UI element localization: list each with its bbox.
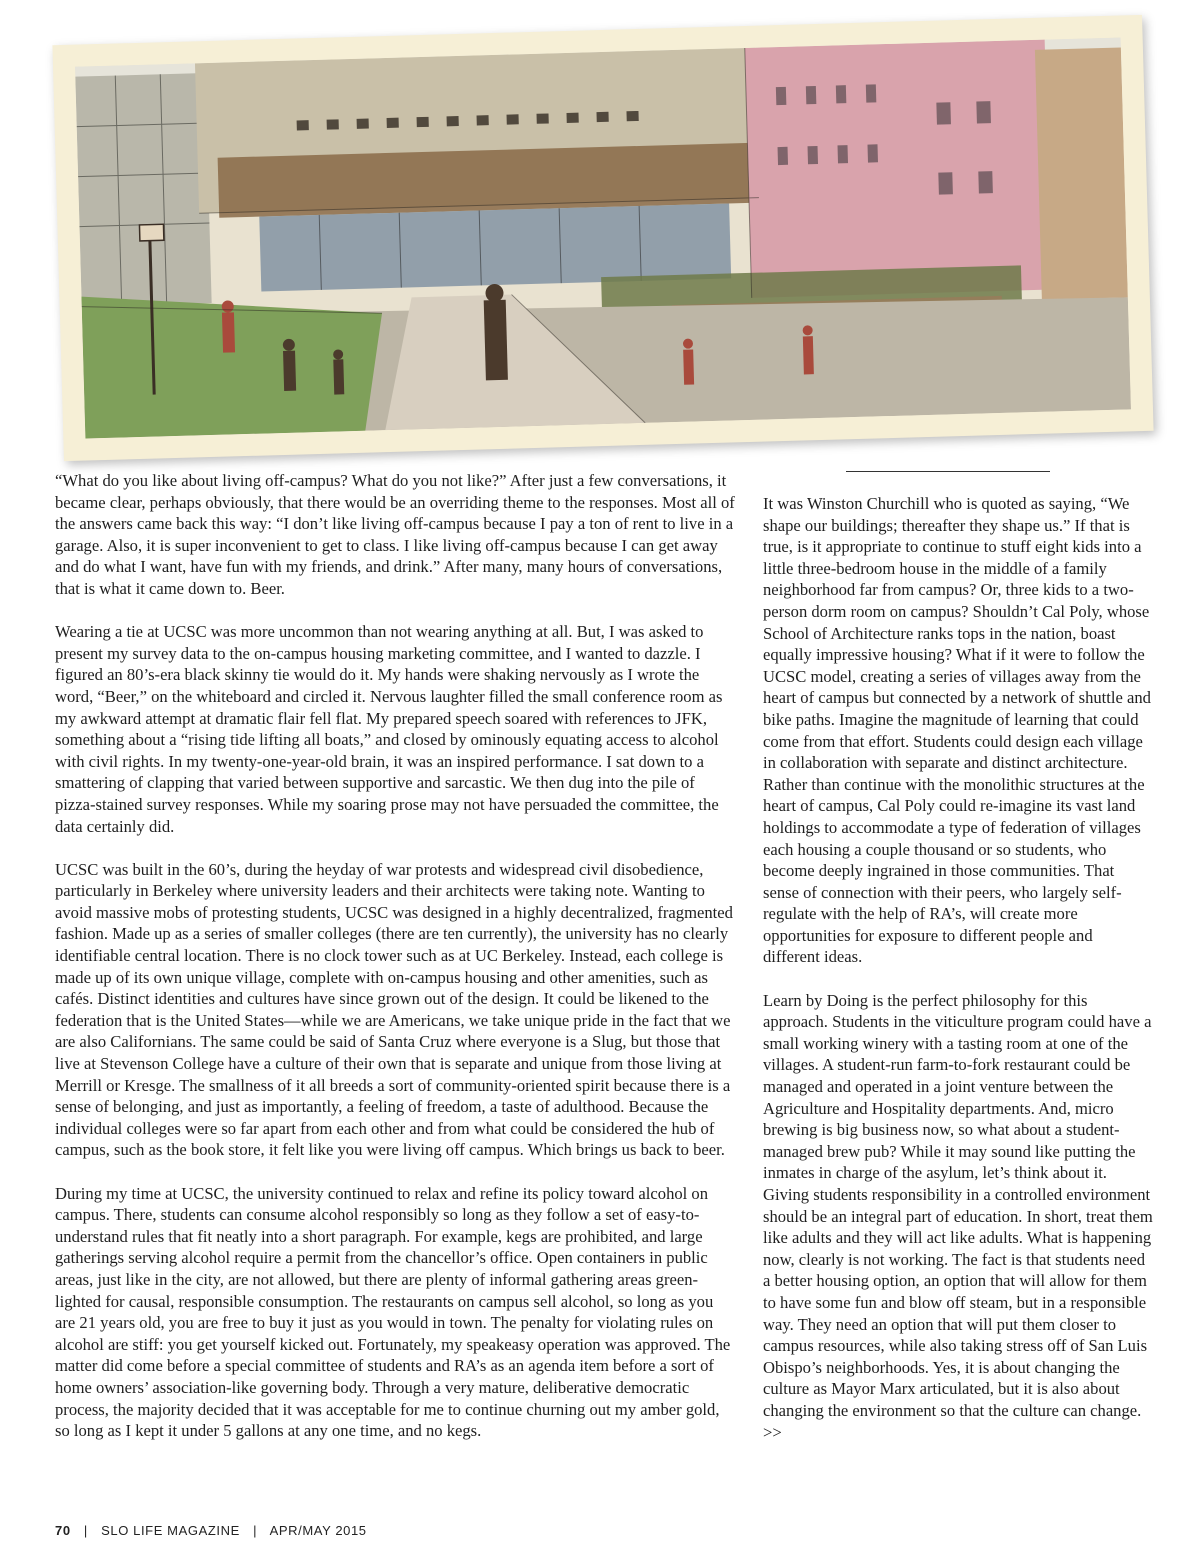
page-footer [55, 1523, 367, 1538]
issue-date: APR/MAY 2015 [269, 1523, 367, 1538]
paragraph: Wearing a tie at UCSC was more uncommon than not wearing anything at all. But, I was asked to present my survey data to the on-campus housing marketing committee, and I wanted to dazzle. I figured an 80’s-era black skinny tie would do it. My hands were shaking nervously as I wrote the word, “Beer,” on the whiteboard and circled it. Nervous laughter filled the small conference room as my awkward attempt at dramatic flair fell flat. My prepared speech soared with references to JFK, something about a “rising tide lifting all boats,” and closed by ominously equating access to alcohol with civil rights. In my twenty-one-year-old brain, it was an inspired performance. I sat down to a smattering of clapping that varied between supportive and sarcastic. We then dug into the pile of pizza-stained survey responses. While my soaring prose may not have persuaded the committee, the data certainly did. [55, 622, 723, 836]
paragraph: “What do you like about living off-campus? What do you not like?” After just a few conversations, it became clear, perhaps obviously, that there would be an overriding theme to the responses. Most all of the answers came back this way: “I don’t like living off-campus because I pay a ton of rent to live in a garage. Also, it is super inconvenient to get to class. I like living off-campus because I can get away and do what I want, have fun with my friends, and drink.” After many, many hours of conversations, that is what it came down to. Beer. [55, 471, 735, 598]
campus-watercolor-illustration [75, 37, 1131, 438]
paragraph: Learn by Doing is the perfect philosophy for this approach. Students in the viticulture program could have a small working winery with a tasting room at one of the villages. A student-run farm-to-fork restaurant could be managed and operated in a joint venture between the Agriculture and Hospitality departments. And, micro brewing is big business now, so what about a student-managed brew pub? While it may sound like putting the inmates in charge of the asylum, let’s think about it. Giving students responsibility in a controlled environment should be an integral part of education. In short, treat them like adults and they will act like adults. What is happening now, clearly is not working. The fact is that students need a better housing option, an option that will allow for them to have some fun and blow off steam, but in a responsible way. They need an option that will put them closer to campus resources, while also taking stress off of San Luis Obispo’s neighborhoods. Yes, it is about changing the culture as Mayor Marx articulated, but it is also about changing the environment so that the culture can change. >> [763, 990, 1153, 1442]
page-number: 70 [55, 1523, 71, 1538]
publication-name: SLO LIFE MAGAZINE [101, 1523, 240, 1538]
paragraph: UCSC was built in the 60’s, during the heyday of war protests and widespread civil disobedience, particularly in Berkeley where university leaders and their architects were taking note. Wanting to avoid massive mobs of protesting students, UCSC was designed in a highly decentralized, fragmented fashion. Made up as a series of smaller colleges (there are ten currently), the university has no clearly identifiable central location. There is no clock tower such as at UC Berkeley. Instead, each college is made up of its own unique village, complete with on-campus housing and other amenities, such as cafés. Distinct identities and cultures have since grown out of the design. It could be likened to the federation that is the United States—while we are Americans, we take unique pride in the fact that we are also Californians. The same could be said of Santa Cruz where everyone is a Slug, but those that live at Stevenson College have a culture of their own that is separate and unique from those living at Merrill or Kresge. The smallness of it all breeds a sort of community-oriented spirit because there is a sense of belonging, and just as importantly, a feeling of freedom, a taste of adulthood. Because the individual colleges were so far apart from each other and from what could be considered the hub of campus, such as the book store, it felt like you were living off campus. Which brings us back to beer. [55, 859, 733, 1160]
right-column [763, 493, 1153, 1465]
paragraph: It was Winston Churchill who is quoted as saying, “We shape our buildings; thereafter they shape us.” If that is true, is it appropriate to continue to stuff eight kids into a little three-bedroom house in the middle of a family neighborhood far from campus? Or, three kids to a two-person dorm room on campus? Shouldn’t Cal Poly, whose School of Architecture ranks tops in the nation, boast equally impressive housing? What if it were to follow the UCSC model, creating a series of villages away from the heart of campus but connected by a network of shuttle and bike paths. Imagine the magnitude of learning that could come from that effort. Students could design each village in collaboration with separate and distinct architecture. Rather than continue with the monolithic structures at the heart of campus, Cal Poly could re-imagine its vast land holdings to accommodate a type of federation of villages each housing a couple thousand or so students, who become deeply ingrained in those communities. That sense of connection with their peers, who largely self-regulate with the help of RA’s, will create more opportunities for exposure to different people and different ideas. [763, 494, 1151, 967]
section-divider [846, 471, 1050, 472]
paragraph: During my time at UCSC, the university continued to relax and refine its policy toward alcohol on campus. There, students can consume alcohol responsibly so long as they follow a set of easy-to-understand rules that fit neatly into a short paragraph. For example, kegs are prohibited, and large gatherings serving alcohol require a permit from the chancellor’s office. Open containers in public areas, just like in the city, are not allowed, but there are plenty of informal gathering areas green-lighted for causal, responsible consumption. The restaurants on campus sell alcohol, so long as you are 21 years old, you are free to buy it just as you would in town. The penalty for violating rules on alcohol are stiff: you get yourself kicked out. Fortunately, my speakeasy operation was approved. The matter did come before a special committee of students and RA’s as an agenda item before a sort of home owners’ association-like governing body. Through a very mature, deliberative democratic process, the majority decided that it was acceptable for me to continue churning out my amber gold, so long as I kept it under 5 gallons at any one time, and no kegs. [55, 1183, 731, 1441]
footer-separator: | [253, 1523, 258, 1538]
illustration-frame [52, 15, 1153, 461]
left-column [55, 470, 735, 1463]
footer-separator: | [83, 1523, 88, 1538]
